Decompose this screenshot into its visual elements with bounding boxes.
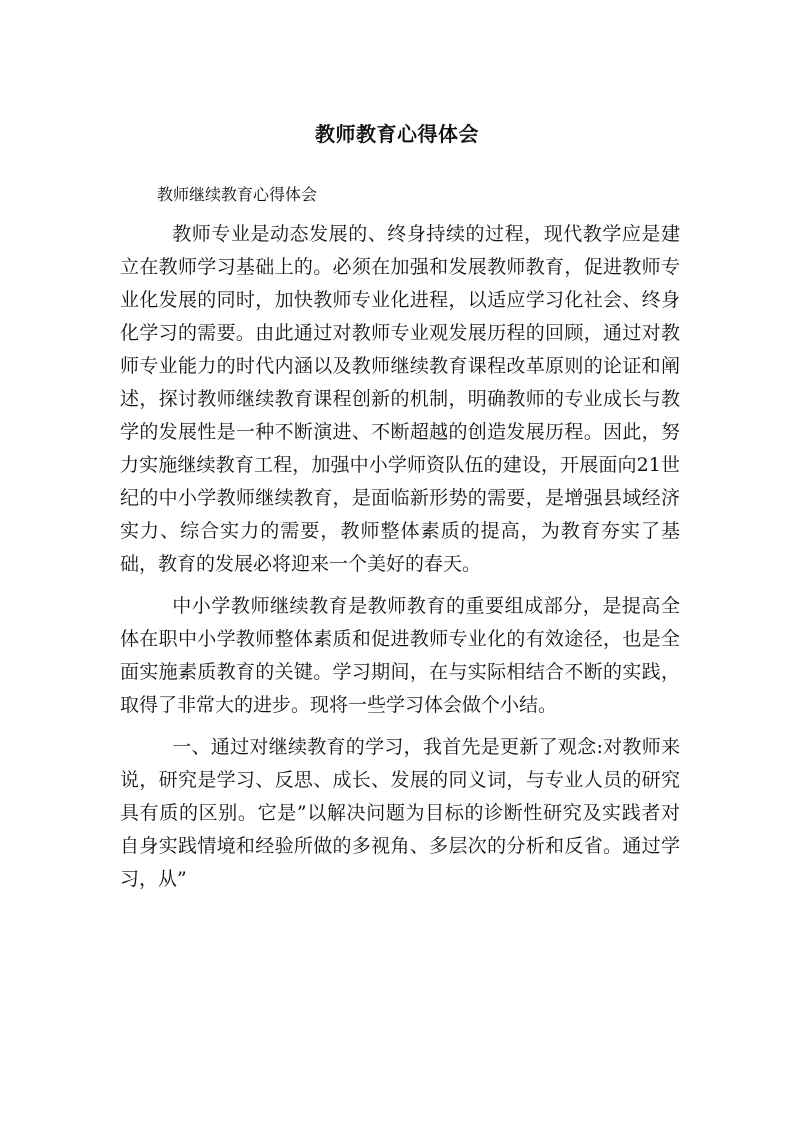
document-subtitle: 教师继续教育心得体会 bbox=[157, 185, 318, 204]
document-body bbox=[120, 218, 680, 905]
paragraph-2: 中小学教师继续教育是教师教育的重要组成部分，是提高全体在职中小学教师整体素质和促进教师专业化的有效途径，也是全面实施素质教育的关键。学习期间，在与实际相结合不断的实践，取得了非常大的进步。现将一些学习体会做个小结。 bbox=[120, 595, 680, 716]
paragraph-1: 教师专业是动态发展的、终身持续的过程，现代教学应是建立在教师学习基础上的。必须在加强和发展教师教育，促进教师专业化发展的同时，加快教师专业化进程，以适应学习化社会、终身化学习的需要。由此通过对教师专业观发展历程的回顾，通过对教师专业能力的时代内涵以及教师继续教育课程改革原则的论证和阐述，探讨教师继续教育课程创新的机制，明确教师的专业成长与教学的发展性是一种不断演进、不断超越的创造发展历程。因此，努力实施继续教育工程，加强中小学师资队伍的建设，开展面向21世纪的中小学教师继续教育，是面临新形势的需要，是增强县域经济实力、综合实力的需要，教师整体素质的提高，为教育夯实了基础，教育的发展必将迎来一个美好的春天。 bbox=[120, 223, 680, 575]
document-title: 教师教育心得体会 bbox=[315, 122, 479, 146]
paragraph-3: 一、通过对继续教育的学习，我首先是更新了观念:对教师来说，研究是学习、反思、成长、发展的同义词，与专业人员的研究具有质的区别。它是”以解决问题为目标的诊断性研究及实践者对自身实践情境和经验所做的多视角、多层次的分析和反省。通过学习，从” bbox=[120, 736, 680, 890]
